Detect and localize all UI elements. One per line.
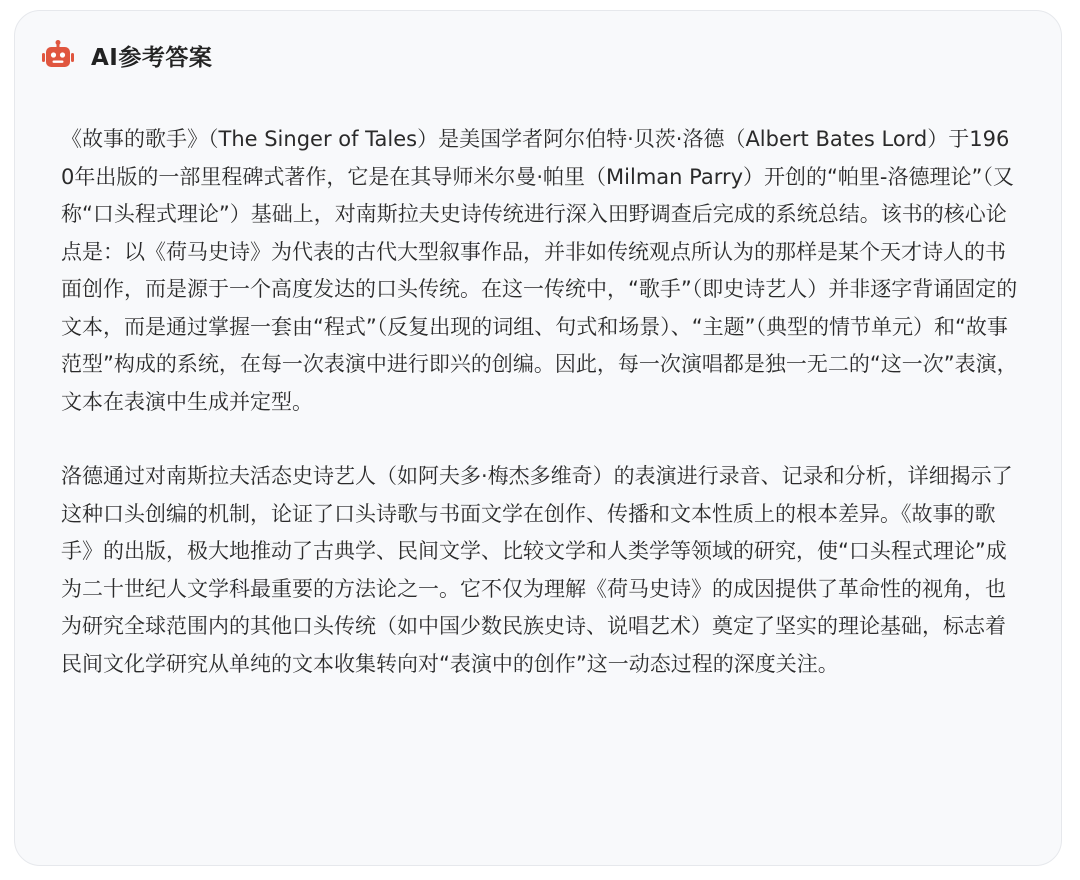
answer-card (14, 10, 1062, 866)
answer-paragraph-1: 《故事的歌手》（The Singer of Tales）是美国学者阿尔伯特·贝茨·洛德（Albert Bates Lord）于1960年出版的一部里程碑式著作，它是在其导师米尔曼·帕里（Milman Parry）开创的“帕里-洛德理论”（又称“口头程式理论”）基础上，对南斯拉夫史诗传统进行深入田野调查后完成的系统总结。该书的核心论点是：以《荷马史诗》为代表的古代大型叙事作品，并非如传统观点所认为的那样是某个天才诗人的书面创作，而是源于一个高度发达的口头传统。在这一传统中，“歌手”（即史诗艺人）并非逐字背诵固定的文本，而是通过掌握一套由“程式”（反复出现的词组、句式和场景）、“主题”（典型的情节单元）和“故事范型”构成的系统，在每一次表演中进行即兴的创编。因此，每一次演唱都是独一无二的“这一次”表演，文本在表演中生成并定型。 (61, 127, 1018, 414)
answer-content (61, 121, 1019, 683)
robot-icon (41, 40, 75, 70)
answer-paragraph-2: 洛德通过对南斯拉夫活态史诗艺人（如阿夫多·梅杰多维奇）的表演进行录音、记录和分析，详细揭示了这种口头创编的机制，论证了口头诗歌与书面文学在创作、传播和文本性质上的根本差异。《故事的歌手》的出版，极大地推动了古典学、民间文学、比较文学和人类学等领域的研究，使“口头程式理论”成为二十世纪人文学科最重要的方法论之一。它不仅为理解《荷马史诗》的成因提供了革命性的视角，也为研究全球范围内的其他口头传统（如中国少数民族史诗、说唱艺术）奠定了坚实的理论基础，标志着民间文化学研究从单纯的文本收集转向对“表演中的创作”这一动态过程的深度关注。 (61, 464, 1013, 676)
card-header (41, 37, 212, 73)
card-title: AI参考答案 (91, 44, 213, 71)
